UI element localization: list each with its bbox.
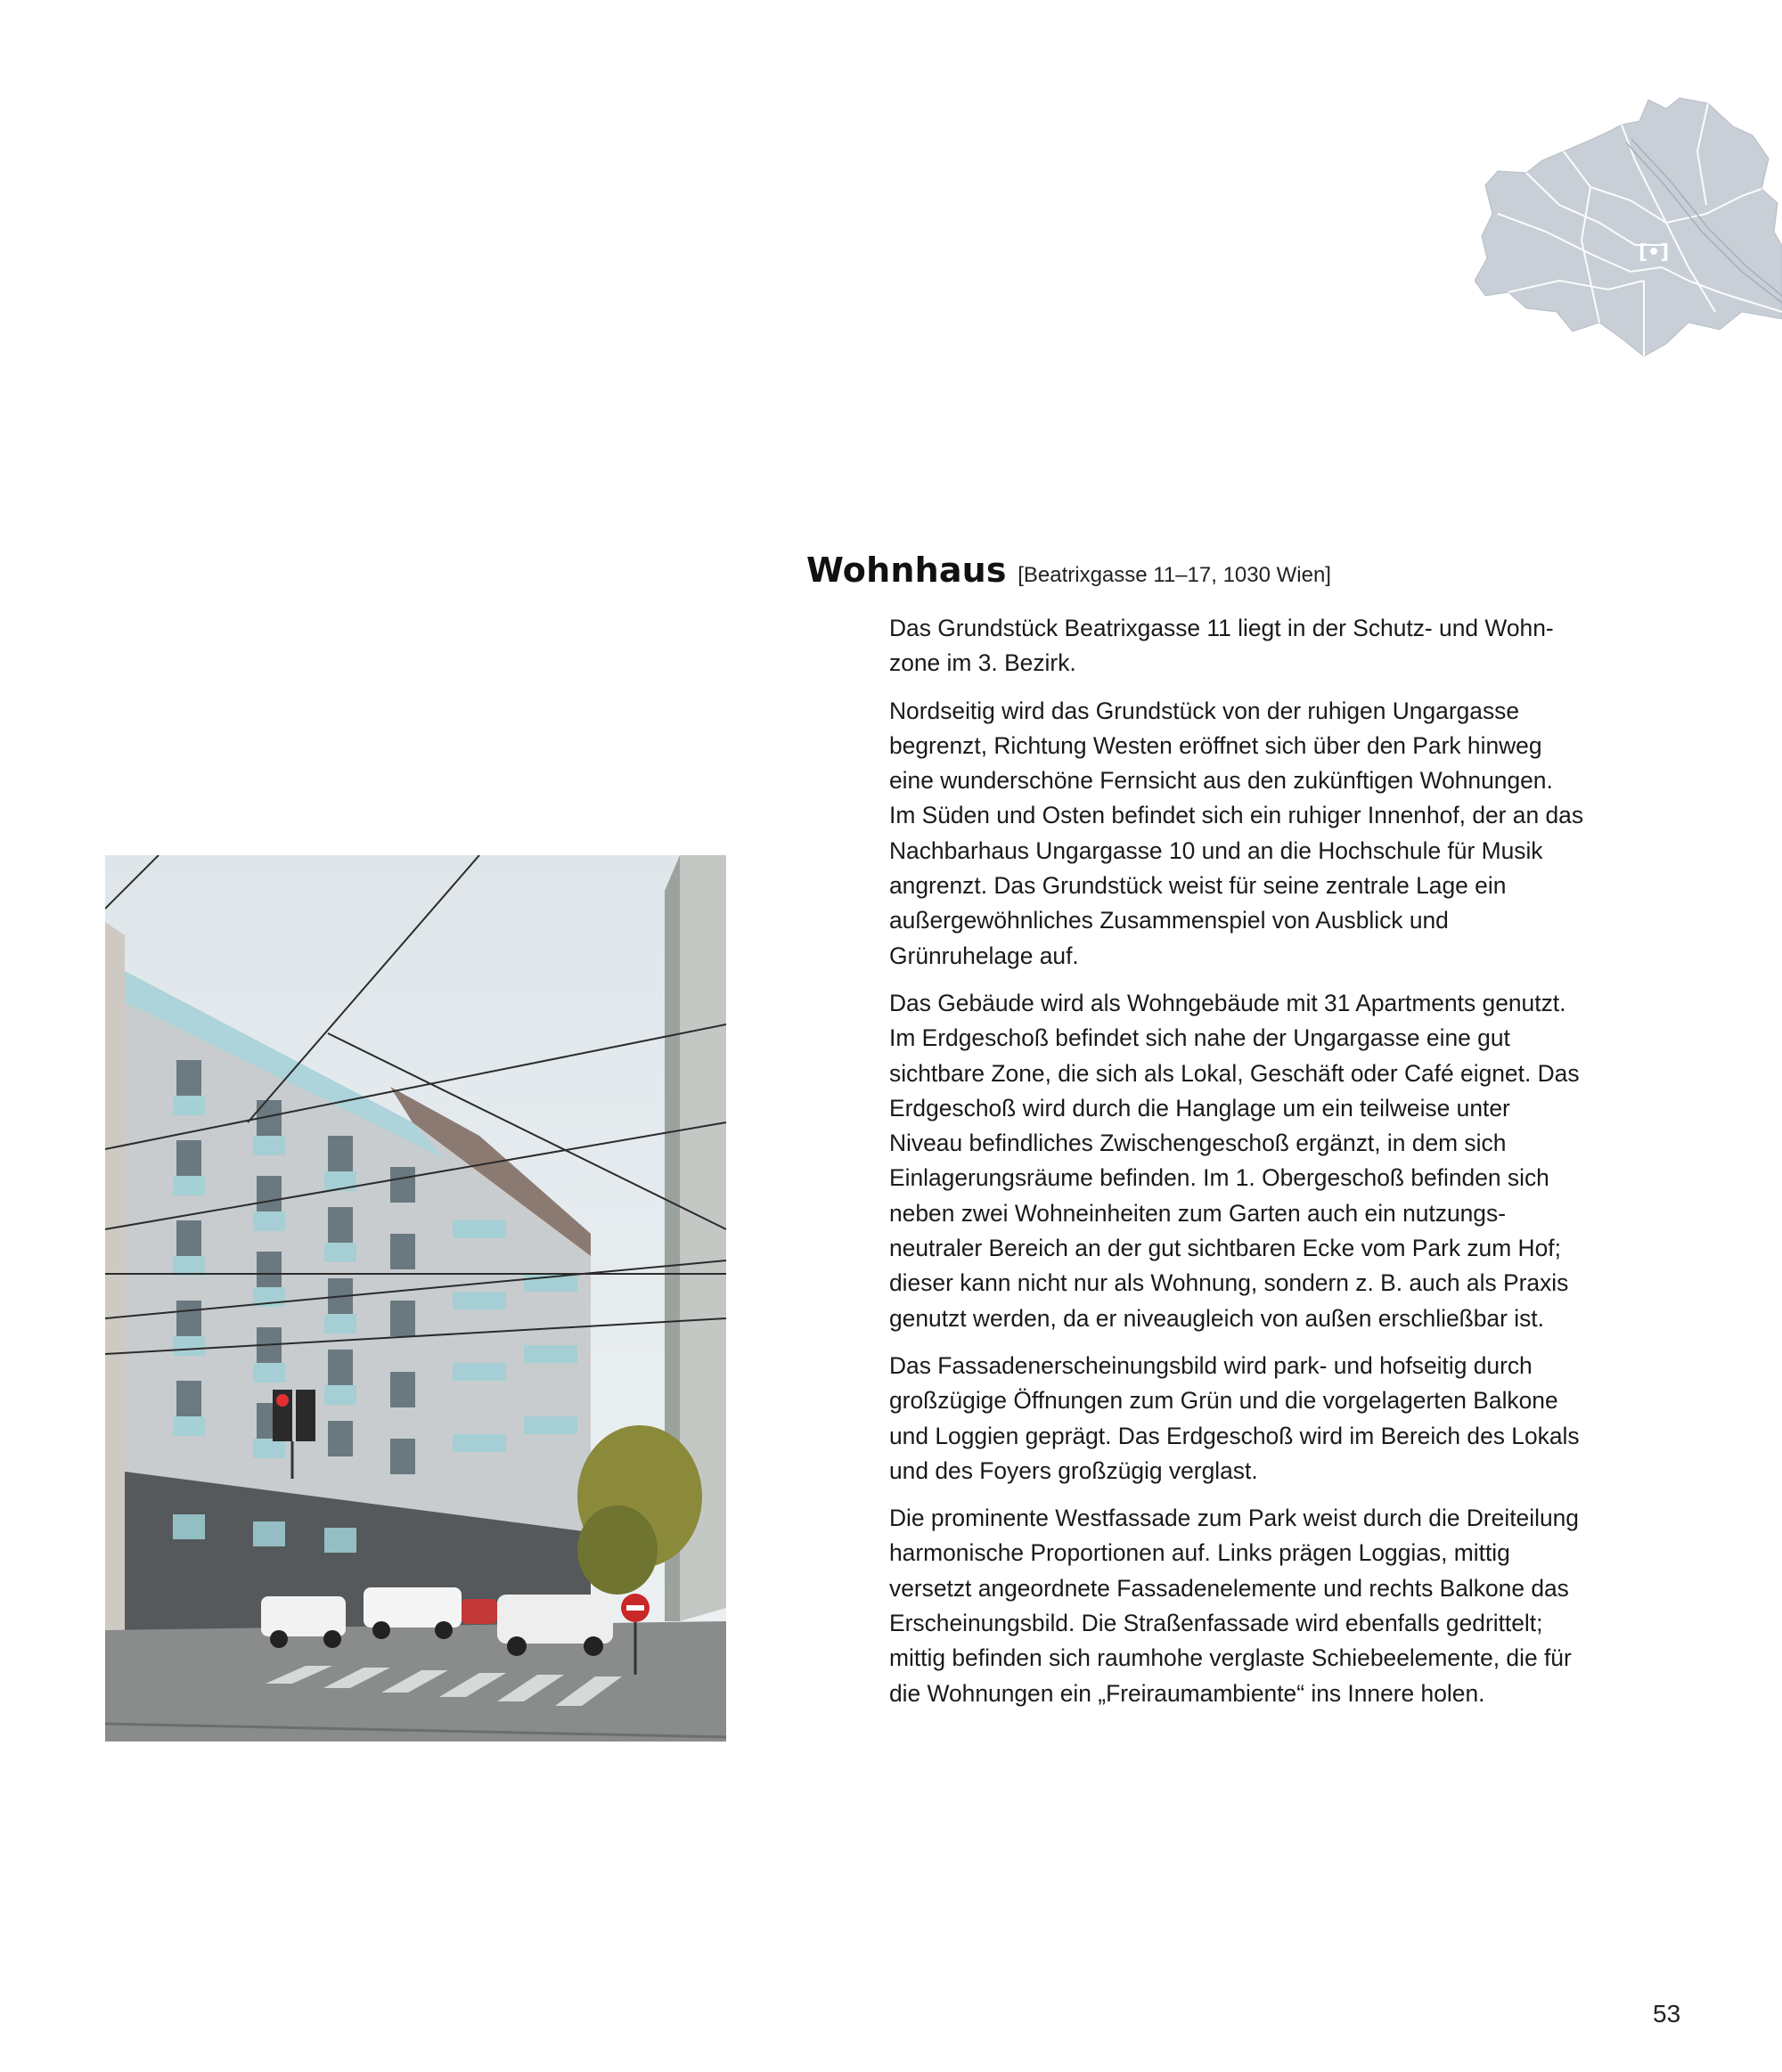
bracket-marker-icon: [•] xyxy=(1639,241,1670,264)
body-paragraph: Die prominente Westfassade zum Park weist durch die Dreiteilung harmonische Proportionen auf. Links prägen Loggias, mittig versetzt angeordnete Fassadenelemente und rechts Balkone das Erscheinungsbild. Die Straßenfassade wird ebenfalls gedrittelt; mittig befinden sich raumhohe verglaste Schiebeelemente, die für die Wohnungen ein „Freiraumambiente“ ins Innere holen. xyxy=(889,1505,1579,1707)
body-paragraph: Das Fassadenerscheinungsbild wird park- und hofseitig durch großzügige Öffnungen zum Grün und die vorgelagerten Balkone und Loggien geprägt. Das Erdgeschoß wird im Bereich des Lokals und des Foyers großzügig verglast. xyxy=(889,1351,1580,1484)
building-photo xyxy=(105,855,726,1742)
page-number: 53 xyxy=(1653,2000,1681,2027)
body-paragraph: Das Grundstück Beatrixgasse 11 liegt in der Schutz- und Wohnzone im 3. Bezirk. xyxy=(889,615,1554,677)
article-body xyxy=(889,611,1584,1724)
body-paragraph: Nordseitig wird das Grundstück von der ruhigen Ungargasse begrenzt, Richtung Westen eröffnet sich über den Park hinweg eine wunderschöne Fernsicht aus den zukünftigen Wohnungen. Im Süden und Osten befindet sich ein ruhiger Innenhof, der an das Nachbarhaus Ungargasse 10 und an die Hochschule für Musik angrenzt. Das Grundstück weist für seine zentrale Lage ein außergewöhnliches Zusammenspiel von Ausblick und Grünruhelage auf. xyxy=(889,697,1584,969)
article-address: [Beatrixgasse 11–17, 1030 Wien] xyxy=(1018,563,1331,587)
article-title: Wohnhaus xyxy=(806,551,1007,590)
vienna-district-map xyxy=(1475,89,1782,361)
body-paragraph: Das Gebäude wird als Wohngebäude mit 31 Apartments genutzt. Im Erdgeschoß befindet sich nahe der Ungargasse eine gut sichtbare Zone, die sich als Lokal, Geschäft oder Café eignet. Das Erdgeschoß wird durch die Hanglage um ein teilweise unter Niveau befindliches Zwischengeschoß ergänzt, in dem sich Einlagerungsräume befinden. Im 1. Obergeschoß befinden sich neben zwei Wohneinheiten zum Garten auch ein nutzungsneutraler Bereich an der gut sichtbaren Ecke vom Park zum Hof; dieser kann nicht nur als Wohnung, sondern z. B. auch als Praxis genutzt werden, da er niveaugleich von außen erschließbar ist. xyxy=(889,989,1580,1332)
article-heading xyxy=(806,551,1331,590)
